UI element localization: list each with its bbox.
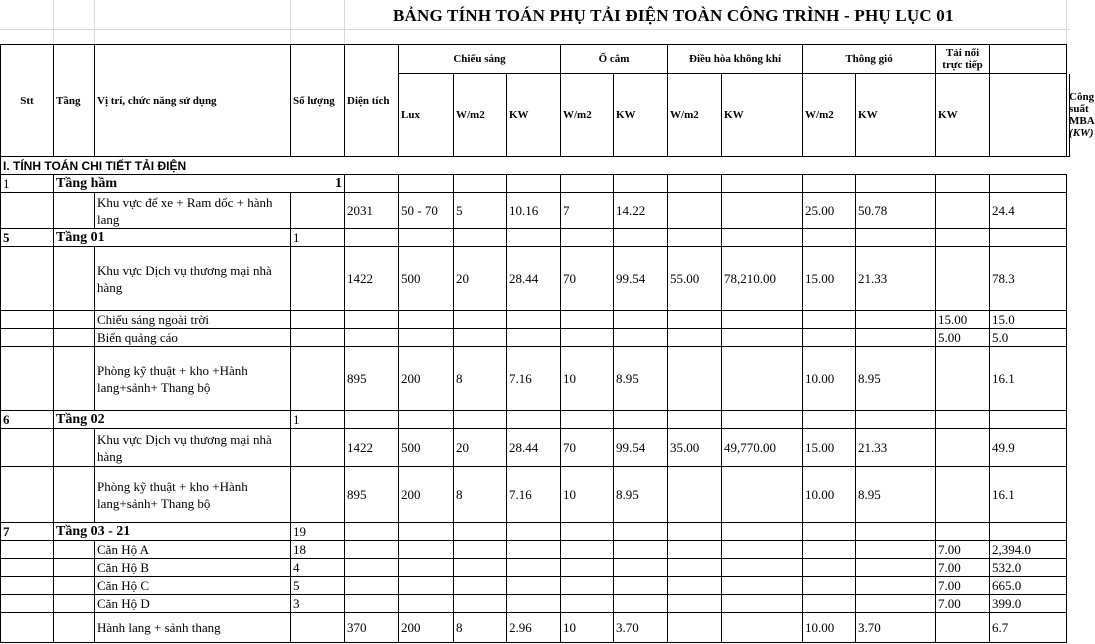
tn-kw-cell: 7.00	[936, 559, 990, 577]
tn-kw-cell: 7.00	[936, 595, 990, 613]
cs-kw-cell: 10.16	[507, 193, 561, 229]
floor-label: Tầng 03 - 21	[54, 523, 291, 541]
col-header-stt: Stt	[1, 45, 54, 157]
floor-cell	[54, 175, 345, 193]
qty-cell: 4	[291, 559, 345, 577]
cs-kw-cell: 7.16	[507, 467, 561, 523]
table-row	[1, 429, 1070, 467]
cs-kw-cell: 28.44	[507, 429, 561, 467]
unit-header: KW	[507, 74, 561, 157]
lux-cell: 500	[399, 429, 454, 467]
gridline	[94, 0, 95, 44]
location-cell: Khu vực Dịch vụ thương mại nhà hàng	[95, 247, 291, 311]
unit-header: KW	[722, 74, 803, 157]
lux-cell: 50 - 70	[399, 193, 454, 229]
tg-wm2-cell: 10.00	[803, 613, 856, 643]
unit-header: W/m2	[803, 74, 856, 157]
stt-cell: 7	[1, 523, 54, 541]
mba-cell: 24.4	[990, 193, 1067, 229]
lux-cell: 200	[399, 467, 454, 523]
tn-kw-cell: 5.00	[936, 329, 990, 347]
tg-kw-cell: 8.95	[856, 467, 936, 523]
mba-unit: (KW)	[1069, 126, 1094, 139]
area-cell: 1422	[345, 429, 399, 467]
table-row	[1, 247, 1070, 311]
floor-row	[1, 229, 1070, 247]
unit-header: Lux	[399, 74, 454, 157]
area-cell: 2031	[345, 193, 399, 229]
tg-wm2-cell: 15.00	[803, 429, 856, 467]
unit-header: W/m2	[561, 74, 614, 157]
group-header-dieuhoa: Điều hòa không khí	[668, 45, 803, 74]
floor-label: Tầng 02	[54, 411, 291, 429]
dh-kw-cell: 49,770.00	[722, 429, 803, 467]
table-row	[1, 193, 1070, 229]
qty-cell: 1	[291, 229, 345, 247]
mba-cell: 2,394.0	[990, 541, 1067, 559]
location-cell: Căn Hộ D	[95, 595, 291, 613]
tn-kw-cell: 7.00	[936, 541, 990, 559]
tn-kw-cell	[936, 247, 990, 311]
gridline	[1066, 0, 1067, 44]
group-header-tainoi: Tải nối trực tiếp	[936, 45, 990, 74]
gridline	[344, 0, 345, 44]
cs-wm2-cell: 5	[454, 193, 507, 229]
tg-wm2-cell: 25.00	[803, 193, 856, 229]
gridline	[0, 29, 1070, 30]
oc-wm2-cell: 70	[561, 429, 614, 467]
group-header-empty	[990, 45, 1067, 74]
dh-kw-cell	[722, 193, 803, 229]
unit-header: KW	[936, 74, 990, 157]
lux-cell: 500	[399, 247, 454, 311]
qty-cell: 18	[291, 541, 345, 559]
table-row	[1, 613, 1070, 643]
unit-header: KW	[856, 74, 936, 157]
tg-wm2-cell: 10.00	[803, 467, 856, 523]
floor-row	[1, 411, 1070, 429]
oc-kw-cell: 99.54	[614, 429, 668, 467]
stt-cell: 1	[1, 175, 54, 193]
cs-wm2-cell: 20	[454, 247, 507, 311]
section-title: I. TÍNH TOÁN CHI TIẾT TẢI ĐIỆN	[1, 157, 1067, 175]
location-cell: Chiếu sáng ngoài trời	[95, 311, 291, 329]
col-header-tang: Tầng	[54, 45, 95, 157]
table-row	[1, 347, 1070, 411]
tg-kw-cell: 21.33	[856, 429, 936, 467]
oc-wm2-cell: 70	[561, 247, 614, 311]
tg-kw-cell: 8.95	[856, 347, 936, 411]
mba-cell: 6.7	[990, 613, 1067, 643]
table-row	[1, 311, 1070, 329]
qty-cell	[291, 247, 345, 311]
oc-kw-cell: 8.95	[614, 467, 668, 523]
tn-kw-cell	[936, 193, 990, 229]
cs-kw-cell: 28.44	[507, 247, 561, 311]
mba-label: Công suất MBA	[1069, 90, 1095, 127]
qty-cell: 5	[291, 577, 345, 595]
group-header-ocam: Ổ cắm	[561, 45, 668, 74]
table-row	[1, 559, 1070, 577]
oc-kw-cell: 14.22	[614, 193, 668, 229]
mba-cell: 399.0	[990, 595, 1067, 613]
cs-kw-cell: 7.16	[507, 347, 561, 411]
location-cell: Biển quảng cáo	[95, 329, 291, 347]
group-header-chieusang: Chiếu sáng	[399, 45, 561, 74]
cs-wm2-cell: 8	[454, 347, 507, 411]
area-cell: 370	[345, 613, 399, 643]
floor-label: Tầng 01	[54, 229, 291, 247]
stt-cell: 6	[1, 411, 54, 429]
title-row	[0, 0, 1070, 30]
location-cell: Khu vực Dịch vụ thương mại nhà hàng	[95, 429, 291, 467]
header-row-groups	[1, 45, 1070, 74]
area-cell: 895	[345, 347, 399, 411]
dh-wm2-cell: 35.00	[668, 429, 722, 467]
mba-cell: 5.0	[990, 329, 1067, 347]
section-row	[1, 157, 1070, 175]
cs-wm2-cell: 8	[454, 467, 507, 523]
tn-kw-cell: 7.00	[936, 577, 990, 595]
floor-row	[1, 175, 1070, 193]
location-cell: Căn Hộ C	[95, 577, 291, 595]
mba-cell: 16.1	[990, 467, 1067, 523]
group-header-thonggio: Thông gió	[803, 45, 936, 74]
col-header-dientich: Diện tích	[345, 45, 399, 157]
unit-header: W/m2	[668, 74, 722, 157]
col-header-vitri: Vị trí, chức năng sử dụng	[95, 45, 291, 157]
location-cell: Khu vực để xe + Ram dốc + hành lang	[95, 193, 291, 229]
floor-qty: 1	[335, 175, 342, 191]
location-cell: Phòng kỹ thuật + kho +Hành lang+sảnh+ Thang bộ	[95, 467, 291, 523]
oc-wm2-cell: 7	[561, 193, 614, 229]
load-table	[0, 44, 1095, 643]
col-header-soluong: Số lượng	[291, 45, 345, 157]
dh-wm2-cell: 55.00	[668, 247, 722, 311]
page-title: BẢNG TÍNH TOÁN PHỤ TẢI ĐIỆN TOÀN CÔNG TRÌNH - PHỤ LỤC 01	[393, 6, 954, 25]
mba-cell: 532.0	[990, 559, 1067, 577]
mba-cell: 15.0	[990, 311, 1067, 329]
lux-cell: 200	[399, 347, 454, 411]
qty-cell: 1	[291, 411, 345, 429]
oc-wm2-cell: 10	[561, 347, 614, 411]
mba-cell: 49.9	[990, 429, 1067, 467]
qty-cell: 19	[291, 523, 345, 541]
mba-cell: 665.0	[990, 577, 1067, 595]
table-row	[1, 595, 1070, 613]
dh-wm2-cell	[668, 193, 722, 229]
unit-header-mba	[1067, 74, 1095, 157]
stt-cell: 5	[1, 229, 54, 247]
cs-wm2-cell: 20	[454, 429, 507, 467]
tg-kw-cell: 50.78	[856, 193, 936, 229]
tn-kw-cell: 15.00	[936, 311, 990, 329]
location-cell: Căn Hộ B	[95, 559, 291, 577]
oc-kw-cell: 3.70	[614, 613, 668, 643]
area-cell: 895	[345, 467, 399, 523]
table-row	[1, 329, 1070, 347]
floor-row	[1, 523, 1070, 541]
location-cell: Hành lang + sảnh thang	[95, 613, 291, 643]
gridline	[290, 0, 291, 44]
mba-cell: 78.3	[990, 247, 1067, 311]
oc-wm2-cell: 10	[561, 467, 614, 523]
table-row	[1, 467, 1070, 523]
mba-cell: 16.1	[990, 347, 1067, 411]
oc-kw-cell: 8.95	[614, 347, 668, 411]
cs-kw-cell: 2.96	[507, 613, 561, 643]
floor-label: Tầng hầm	[56, 175, 118, 191]
dh-kw-cell: 78,210.00	[722, 247, 803, 311]
tg-kw-cell: 21.33	[856, 247, 936, 311]
gridline	[53, 0, 54, 44]
oc-wm2-cell: 10	[561, 613, 614, 643]
unit-header: KW	[614, 74, 668, 157]
location-cell: Căn Hộ A	[95, 541, 291, 559]
tg-wm2-cell: 15.00	[803, 247, 856, 311]
oc-kw-cell: 99.54	[614, 247, 668, 311]
tg-kw-cell: 3.70	[856, 613, 936, 643]
location-cell: Phòng kỹ thuật + kho +Hành lang+sảnh+ Thang bộ	[95, 347, 291, 411]
area-cell: 1422	[345, 247, 399, 311]
tg-wm2-cell: 10.00	[803, 347, 856, 411]
unit-header	[990, 74, 1067, 157]
table-row	[1, 577, 1070, 595]
unit-header: W/m2	[454, 74, 507, 157]
table-row	[1, 541, 1070, 559]
qty-cell	[291, 193, 345, 229]
cs-wm2-cell: 8	[454, 613, 507, 643]
lux-cell: 200	[399, 613, 454, 643]
qty-cell: 3	[291, 595, 345, 613]
